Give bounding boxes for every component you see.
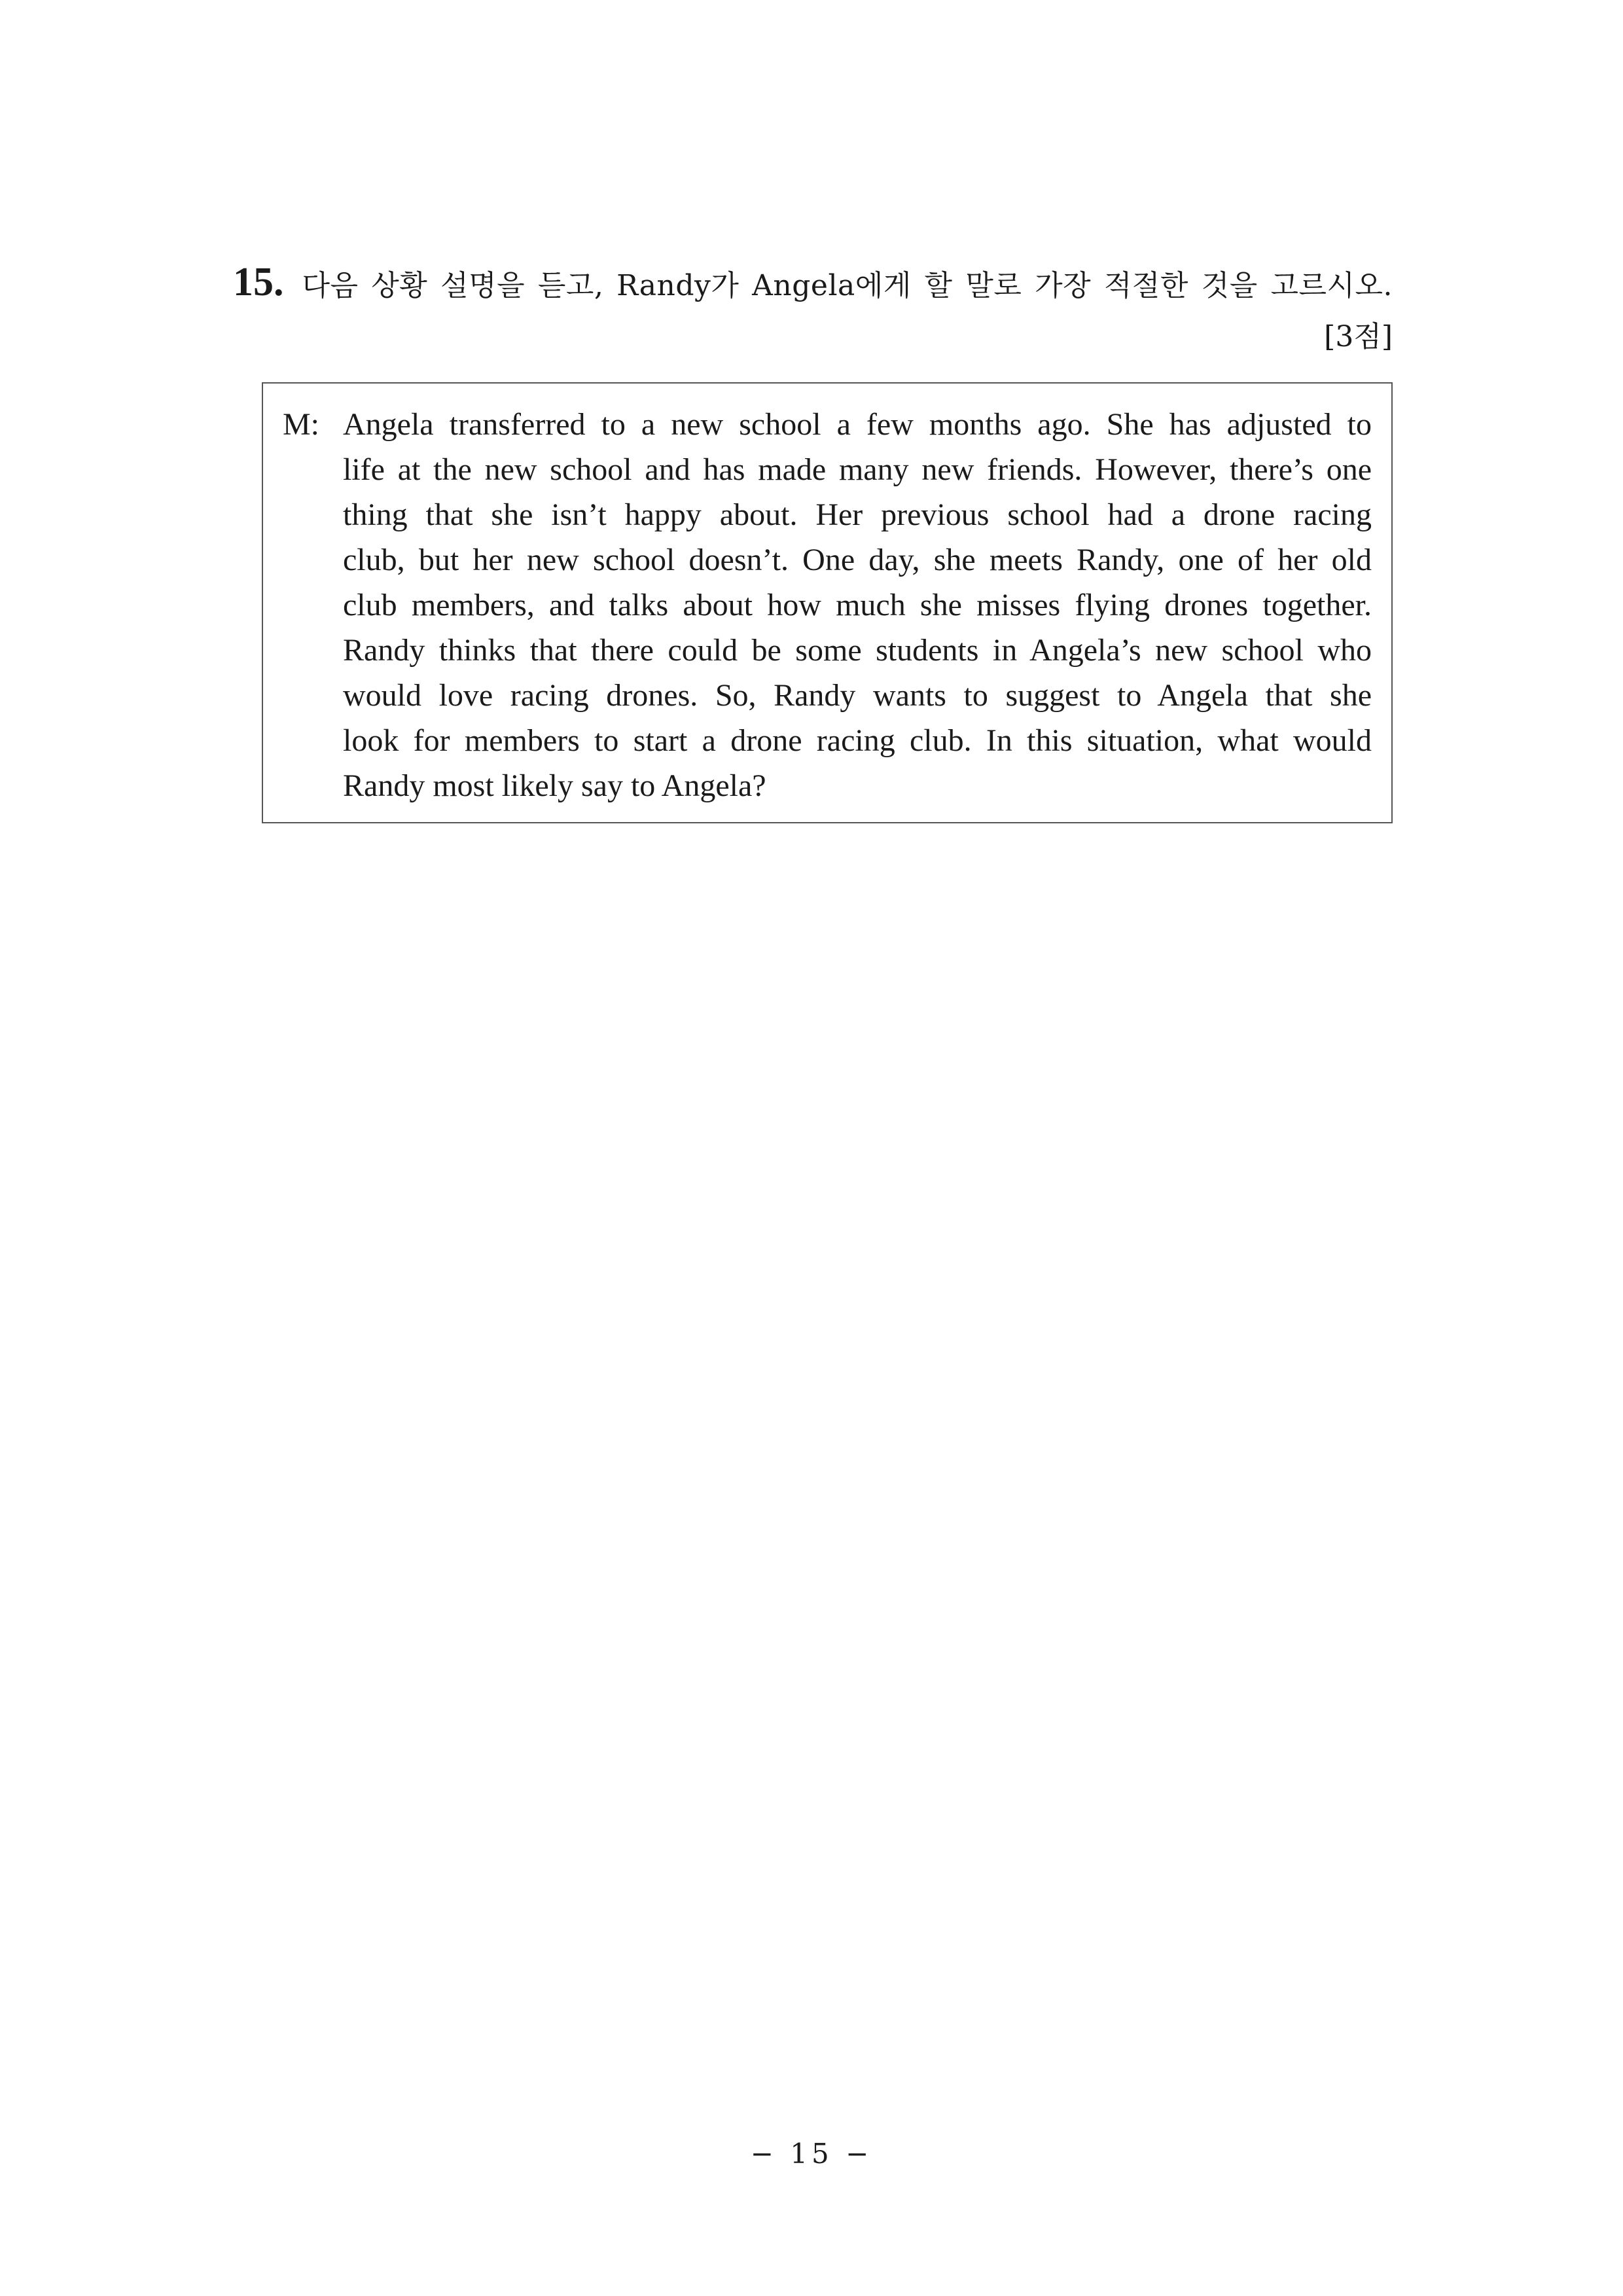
script-line: club, but her new school doesn’t. One day, she meets Randy, one of her old	[343, 543, 1372, 577]
script-line: would love racing drones. So, Randy wants to suggest to Angela that she	[343, 678, 1372, 713]
page-number: − 15 −	[750, 2138, 873, 2170]
listening-script-box	[262, 382, 1393, 823]
script-line: Randy thinks that there could be some students in Angela’s new school who	[343, 633, 1372, 668]
question-instruction: 다음 상황 설명을 듣고, Randy가 Angela에게 할 말로 가장 적절한 것을 고르시오.	[302, 269, 1393, 302]
question-number: 15.	[233, 260, 284, 304]
script-line: Angela transferred to a new school a few months ago. She has adjusted to	[343, 407, 1372, 442]
script-text	[343, 402, 1372, 808]
question-15	[233, 259, 1393, 355]
script-line: Randy most likely say to Angela?	[343, 768, 766, 803]
script-line: look for members to start a drone racing club. In this situation, what would	[343, 723, 1372, 758]
question-points: [3점]	[1324, 320, 1393, 353]
script-line: thing that she isn’t happy about. Her previous school had a drone racing	[343, 497, 1372, 532]
script-line: life at the new school and has made many new friends. However, there’s one	[343, 452, 1372, 487]
speaker-label: M:	[283, 407, 320, 442]
script-line: club members, and talks about how much she misses flying drones together.	[343, 588, 1372, 622]
question-header	[233, 259, 1393, 312]
